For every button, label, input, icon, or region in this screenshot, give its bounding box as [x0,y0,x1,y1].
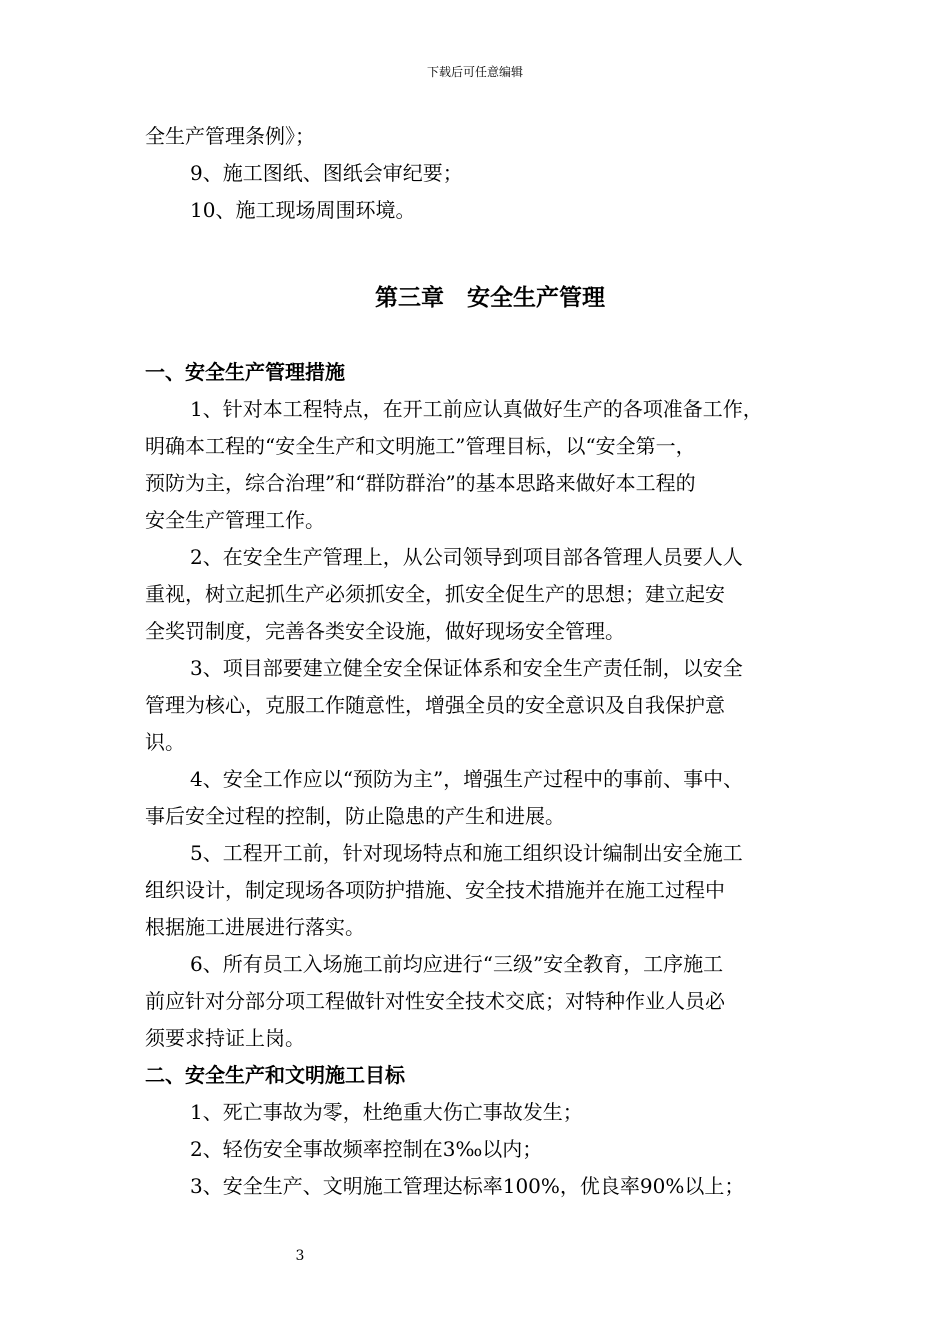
paragraph-line: 1、死亡事故为零，杜绝重大伤亡事故发生； [190,1100,583,1124]
paragraph-line: 2、轻伤安全事故频率控制在3‰以内； [190,1137,543,1161]
document-body [145,118,835,1205]
paragraph-line: 6、所有员工入场施工前均应进行“三级”安全教育，工序施工 [190,952,724,976]
page-number: 3 [295,1248,305,1264]
page-header: 下载后可任意编辑 [426,65,523,79]
paragraph-line: 识。 [145,730,185,754]
paragraph-line: 须要求持证上岗。 [145,1026,305,1050]
paragraph-line: 10、施工现场周围环境。 [190,198,416,222]
paragraph-line: 全奖罚制度，完善各类安全设施，做好现场安全管理。 [145,619,625,643]
section-heading: 二、安全生产和文明施工目标 [145,1063,405,1087]
paragraph-line: 明确本工程的“安全生产和文明施工”管理目标，以“安全第一， [145,434,696,458]
paragraph-line: 组织设计，制定现场各项防护措施、安全技术措施并在施工过程中 [145,878,725,902]
paragraph-line: 预防为主，综合治理”和“群防群治”的基本思路来做好本工程的 [145,471,696,495]
paragraph-line: 根据施工进展进行落实。 [145,915,365,939]
paragraph-line: 3、安全生产、文明施工管理达标率100%，优良率90%以上； [190,1174,745,1198]
paragraph-line: 9、施工图纸、图纸会审纪要； [190,161,463,185]
paragraph-line: 管理为核心，克服工作随意性，增强全员的安全意识及自我保护意 [145,693,725,717]
paragraph-line: 事后安全过程的控制，防止隐患的产生和进展。 [145,804,565,828]
paragraph-line: 前应针对分部分项工程做针对性安全技术交底；对特种作业人员必 [145,989,725,1013]
paragraph-line: 3、项目部要建立健全安全保证体系和安全生产责任制，以安全 [190,656,743,680]
paragraph-line: 2、在安全生产管理上，从公司领导到项目部各管理人员要人人 [190,545,743,569]
section-heading: 一、安全生产管理措施 [145,360,345,384]
paragraph-line: 全生产管理条例》； [145,124,315,148]
paragraph-line: 安全生产管理工作。 [145,508,325,532]
paragraph-line: 1、针对本工程特点，在开工前应认真做好生产的各项准备工作， [190,397,763,421]
paragraph-line: 5、工程开工前，针对现场特点和施工组织设计编制出安全施工 [190,841,743,865]
paragraph-line: 重视，树立起抓生产必须抓安全，抓安全促生产的思想；建立起安 [145,582,725,606]
chapter-title: 第三章 安全生产管理 [375,284,605,311]
paragraph-line: 4、安全工作应以“预防为主”，增强生产过程中的事前、事中、 [190,767,744,791]
